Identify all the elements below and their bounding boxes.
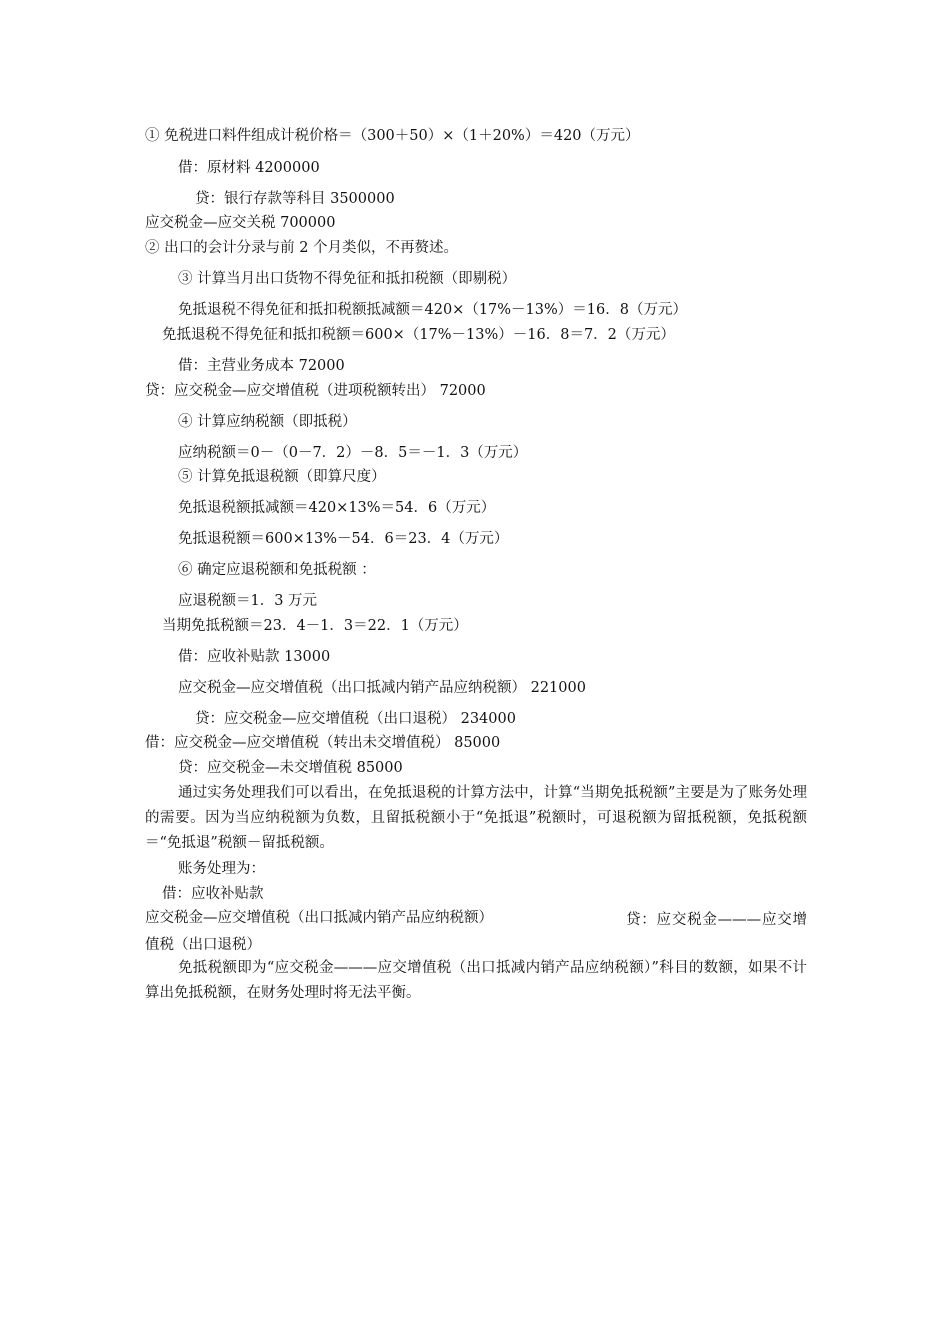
text-line-credit: 贷：应交税金———应交增值税（出口退税） <box>145 912 807 953</box>
text-line-7: 免抵退税不得免征和抵扣税额抵减额＝420×（17%－13%）＝16．8（万元） <box>178 302 687 318</box>
text-line-14: 免抵退税额抵减额＝420×13%＝54．6（万元） <box>178 500 496 516</box>
text-line-16: ⑥ 确定应退税额和免抵税额 ： <box>178 562 376 578</box>
text-line-9: 借：主营业务成本 72000 <box>178 358 345 374</box>
text-line-23: 贷：应交税金—未交增值税 85000 <box>178 760 403 776</box>
text-line-20: 应交税金—应交增值税（出口抵减内销产品应纳税额） 221000 <box>178 680 586 696</box>
text-line-17: 应退税额＝1．3 万元 <box>178 593 318 609</box>
text-line-3: 贷：银行存款等科目 3500000 <box>195 191 395 207</box>
text-line-22: 借：应交税金—应交增值税（转出未交增值税） 85000 <box>145 735 501 751</box>
text-line-13: ⑤ 计算免抵退税额（即算尺度） <box>178 469 386 485</box>
text-line-10: 贷：应交税金—应交增值税（进项税额转出） 72000 <box>145 383 486 399</box>
paragraph-conclusion: 免抵税额即为“应交税金———应交增值税（出口抵减内销产品应纳税额）”科目的数额，如果不计算出免抵税额，在财务处理时将无法平衡。 <box>145 960 807 1001</box>
text-line-15: 免抵退税额＝600×13%－54．6＝23．4（万元） <box>178 531 509 547</box>
text-line-1: ① 免税进口料件组成计税价格＝（300＋50）×（1＋20%）＝420（万元） <box>145 128 640 144</box>
text-line-6: ③ 计算当月出口货物不得免征和抵扣税额（即剔税） <box>178 271 517 287</box>
text-line-18: 当期免抵税额＝23．4－1．3＝22．1（万元） <box>162 618 468 634</box>
text-line-debit: 借：应收补贴款 <box>162 886 264 902</box>
text-line-8: 免抵退税不得免征和抵扣税额＝600×（17%－13%）－16．8＝7．2（万元） <box>162 327 675 343</box>
text-line-accounting: 账务处理为： <box>178 861 265 877</box>
text-line-tax-payable: 应交税金—应交增值税（出口抵减内销产品应纳税额） <box>145 910 493 926</box>
text-line-4: 应交税金—应交关税 700000 <box>145 215 336 231</box>
text-line-21: 贷：应交税金—应交增值税（出口退税） 234000 <box>195 711 516 727</box>
text-line-2: 借：原材料 4200000 <box>178 160 320 176</box>
paragraph-explanation: 通过实务处理我们可以看出，在免抵退税的计算方法中，计算“当期免抵税额”主要是为了账务处理的需要。因为当应纳税额为负数，且留抵税额小于“免抵退”税额时，可退税额为留抵税额，免抵税额＝“免抵退”税额－留抵税额。 <box>145 785 807 851</box>
text-line-19: 借：应收补贴款 13000 <box>178 649 331 665</box>
text-line-12: 应纳税额＝0－（0－7．2）－8．5＝－1．3（万元） <box>178 445 528 461</box>
text-line-11: ④ 计算应纳税额（即抵税） <box>178 414 357 430</box>
text-line-5: ② 出口的会计分录与前 2 个月类似，不再赘述。 <box>145 240 459 256</box>
